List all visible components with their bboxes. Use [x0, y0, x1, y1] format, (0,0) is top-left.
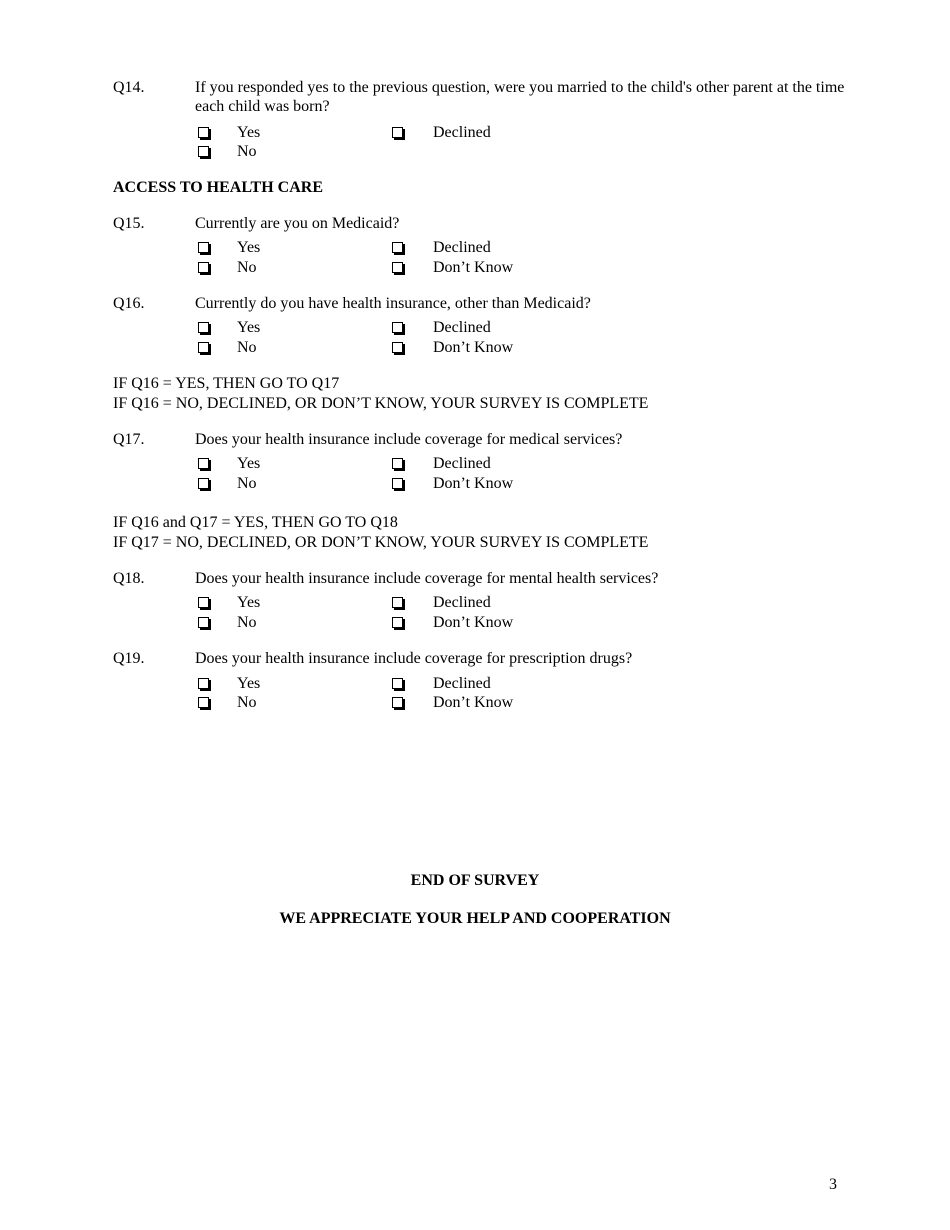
checkbox-no[interactable]: [198, 146, 209, 157]
page-number: 3: [829, 1176, 837, 1193]
end-title: END OF SURVEY: [410, 872, 540, 889]
checkbox-no[interactable]: [198, 697, 209, 708]
question-number: Q19.: [113, 650, 145, 667]
question-text: If you responded yes to the previous question, were you married to the child's other parent at the time each child was born?: [195, 79, 845, 115]
question-number: Q17.: [113, 431, 145, 448]
checkbox-dont-know[interactable]: [392, 697, 403, 708]
question-number: Q16.: [113, 295, 145, 312]
option-label: Don’t Know: [433, 259, 514, 276]
skip-instruction: IF Q16 = NO, DECLINED, OR DON’T KNOW, YOUR SURVEY IS COMPLETE: [113, 395, 649, 412]
question-text: Currently do you have health insurance, other than Medicaid?: [195, 295, 591, 312]
checkbox-yes[interactable]: [198, 242, 209, 253]
skip-instruction: IF Q16 and Q17 = YES, THEN GO TO Q18: [113, 514, 398, 531]
option-label: Yes: [237, 239, 261, 256]
option-label: No: [237, 614, 257, 631]
option-label: No: [237, 259, 257, 276]
option-label: No: [237, 143, 257, 160]
option-label: Yes: [237, 319, 261, 336]
checkbox-dont-know[interactable]: [392, 617, 403, 628]
checkbox-no[interactable]: [198, 478, 209, 489]
option-label: No: [237, 694, 257, 711]
checkbox-no[interactable]: [198, 342, 209, 353]
checkbox-dont-know[interactable]: [392, 262, 403, 273]
question-text: Does your health insurance include coverage for mental health services?: [195, 570, 659, 587]
checkbox-yes[interactable]: [198, 678, 209, 689]
checkbox-dont-know[interactable]: [392, 342, 403, 353]
question-number: Q15.: [113, 215, 145, 232]
option-label: No: [237, 475, 257, 492]
question-text: Currently are you on Medicaid?: [195, 215, 400, 232]
option-label: Yes: [237, 455, 261, 472]
checkbox-yes[interactable]: [198, 458, 209, 469]
skip-instruction: IF Q16 = YES, THEN GO TO Q17: [113, 375, 340, 392]
checkbox-yes[interactable]: [198, 127, 209, 138]
option-label: Yes: [237, 124, 261, 141]
option-label: Declined: [433, 675, 491, 692]
checkbox-declined[interactable]: [392, 597, 403, 608]
option-label: Declined: [433, 319, 491, 336]
checkbox-declined[interactable]: [392, 242, 403, 253]
option-label: Don’t Know: [433, 614, 514, 631]
checkbox-declined[interactable]: [392, 458, 403, 469]
option-label: Declined: [433, 594, 491, 611]
option-label: Yes: [237, 675, 261, 692]
option-label: Don’t Know: [433, 339, 514, 356]
checkbox-yes[interactable]: [198, 597, 209, 608]
option-label: Declined: [433, 124, 491, 141]
option-label: No: [237, 339, 257, 356]
option-label: Don’t Know: [433, 694, 514, 711]
end-thanks: WE APPRECIATE YOUR HELP AND COOPERATION: [279, 910, 671, 927]
checkbox-declined[interactable]: [392, 322, 403, 333]
checkbox-declined[interactable]: [392, 127, 403, 138]
checkbox-yes[interactable]: [198, 322, 209, 333]
skip-instruction: IF Q17 = NO, DECLINED, OR DON’T KNOW, YOUR SURVEY IS COMPLETE: [113, 534, 649, 551]
question-number: Q14.: [113, 79, 145, 96]
option-label: Declined: [433, 239, 491, 256]
option-label: Don’t Know: [433, 475, 514, 492]
checkbox-declined[interactable]: [392, 678, 403, 689]
checkbox-no[interactable]: [198, 262, 209, 273]
checkbox-dont-know[interactable]: [392, 478, 403, 489]
option-label: Yes: [237, 594, 261, 611]
question-text: Does your health insurance include coverage for medical services?: [195, 431, 623, 448]
section-heading: ACCESS TO HEALTH CARE: [113, 179, 323, 196]
checkbox-no[interactable]: [198, 617, 209, 628]
question-number: Q18.: [113, 570, 145, 587]
option-label: Declined: [433, 455, 491, 472]
question-text: Does your health insurance include coverage for prescription drugs?: [195, 650, 633, 667]
